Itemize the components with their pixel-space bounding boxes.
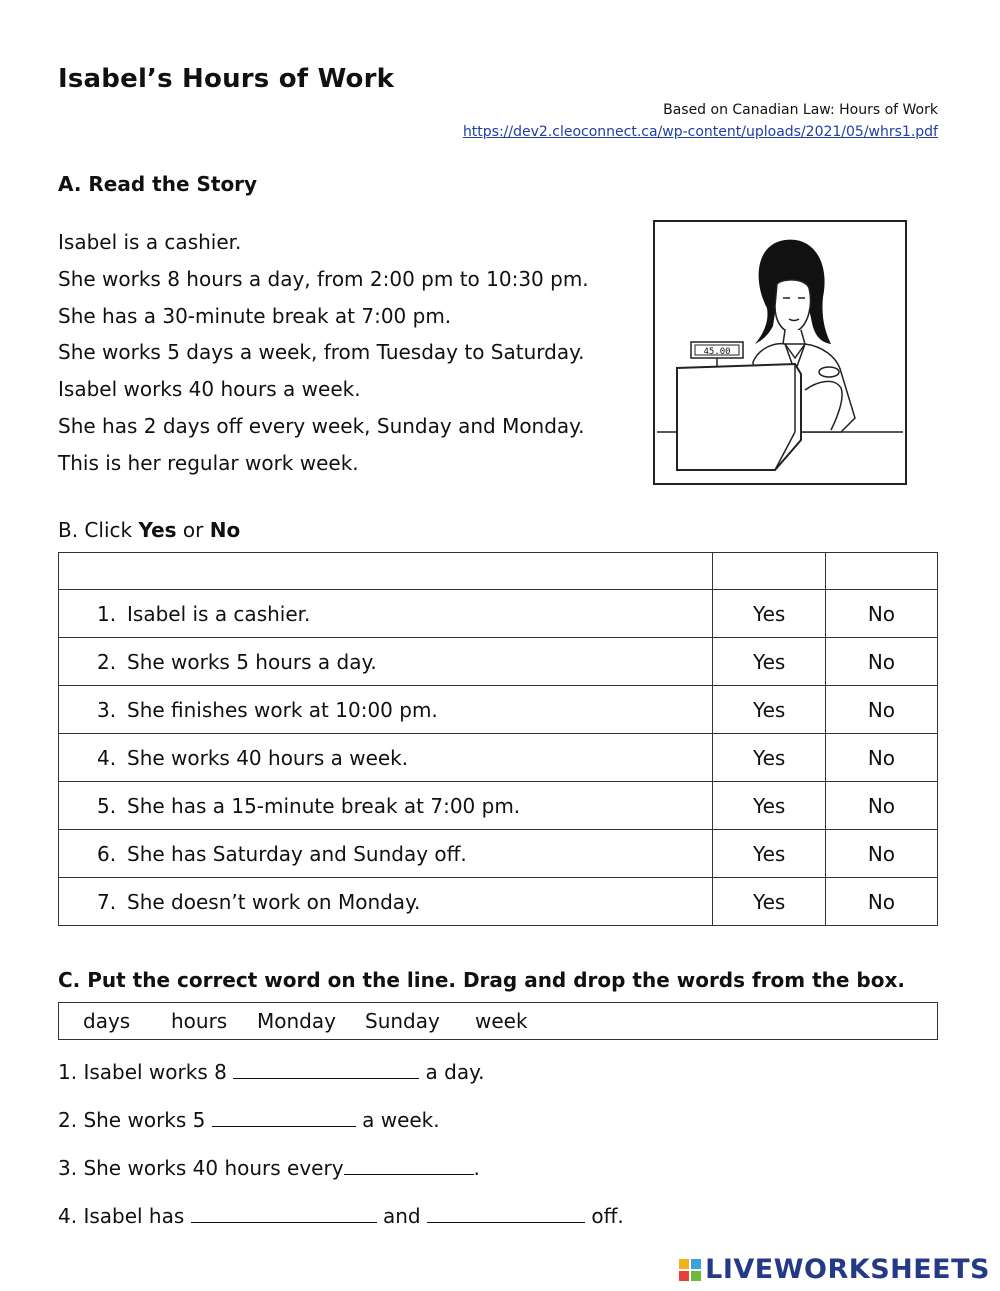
register-amount: 45.00 xyxy=(703,347,731,357)
word-days[interactable]: days xyxy=(83,1009,131,1033)
answer-blank[interactable] xyxy=(233,1058,419,1079)
fill-sentence-1 xyxy=(58,1058,484,1084)
question-text: She has Saturday and Sunday off. xyxy=(127,841,467,866)
fill-sentence-3 xyxy=(58,1154,480,1180)
story-line: Isabel is a cashier. xyxy=(58,230,242,254)
fill-sentence-2 xyxy=(58,1106,440,1132)
table-row xyxy=(59,734,938,782)
sentence-text: 2. She works 5 xyxy=(58,1108,212,1132)
answer-blank[interactable] xyxy=(344,1154,474,1175)
question-number: 5. xyxy=(97,793,117,818)
yes-no-table xyxy=(58,552,938,926)
question-text: Isabel is a cashier. xyxy=(127,601,311,626)
sentence-text: and xyxy=(376,1204,427,1228)
table-header-row xyxy=(59,553,938,590)
question-text: She works 40 hours a week. xyxy=(127,745,409,770)
or-word: or xyxy=(176,518,210,542)
logo-square xyxy=(679,1259,689,1269)
question-text: She doesn’t work on Monday. xyxy=(127,889,421,914)
coin-shape xyxy=(819,367,839,377)
question-number: 2. xyxy=(97,649,117,674)
logo-square xyxy=(679,1271,689,1281)
answer-blank[interactable] xyxy=(191,1202,377,1223)
section-b-prefix: B. Click xyxy=(58,518,139,542)
table-row xyxy=(59,638,938,686)
table-row xyxy=(59,590,938,638)
word-week[interactable]: week xyxy=(475,1009,528,1033)
face-shape xyxy=(775,280,810,332)
word-bank xyxy=(58,1002,938,1040)
answer-blank[interactable] xyxy=(212,1106,356,1127)
sentence-text: . xyxy=(473,1156,480,1180)
question-text: She has a 15-minute break at 7:00 pm. xyxy=(127,793,521,818)
story-text xyxy=(58,224,589,482)
no-option[interactable]: No xyxy=(825,782,937,830)
no-option[interactable]: No xyxy=(825,734,937,782)
register-box xyxy=(677,364,801,470)
sentence-text: a day. xyxy=(419,1060,485,1084)
story-line: She has 2 days off every week, Sunday and Monday. xyxy=(58,413,585,438)
word-hours[interactable]: hours xyxy=(171,1009,228,1033)
sentence-text: a week. xyxy=(355,1108,440,1132)
yes-option[interactable]: Yes xyxy=(713,734,825,782)
section-b-heading xyxy=(58,518,240,542)
yes-option[interactable]: Yes xyxy=(713,830,825,878)
yes-option[interactable]: Yes xyxy=(713,686,825,734)
no-option[interactable]: No xyxy=(825,590,937,638)
no-option[interactable]: No xyxy=(825,686,937,734)
section-a-heading: A. Read the Story xyxy=(58,172,258,196)
table-row xyxy=(59,830,938,878)
liveworksheets-logo xyxy=(679,1254,990,1285)
section-c-heading: C. Put the correct word on the line. Drag and drop the words from the box. xyxy=(58,968,905,992)
story-line: Isabel works 40 hours a week. xyxy=(58,377,361,402)
answer-blank[interactable] xyxy=(427,1202,585,1223)
cashier-illustration xyxy=(653,220,907,485)
fill-sentence-4 xyxy=(58,1202,624,1228)
story-line: She has a 30-minute break at 7:00 pm. xyxy=(58,303,452,328)
logo-mark-icon xyxy=(679,1259,701,1281)
no-option[interactable]: No xyxy=(825,638,937,686)
yes-option[interactable]: Yes xyxy=(713,590,825,638)
question-number: 4. xyxy=(97,745,117,770)
table-row xyxy=(59,686,938,734)
question-number: 7. xyxy=(97,889,117,914)
table-row xyxy=(59,782,938,830)
word-monday[interactable]: Monday xyxy=(257,1009,336,1033)
question-text: She works 5 hours a day. xyxy=(127,649,377,674)
yes-option[interactable]: Yes xyxy=(713,878,825,926)
logo-text: LIVEWORKSHEETS xyxy=(705,1254,990,1285)
sentence-text: 4. Isabel has xyxy=(58,1204,191,1228)
logo-square xyxy=(691,1271,701,1281)
story-line: She works 8 hours a day, from 2:00 pm to 10:30 pm. xyxy=(58,266,589,291)
sentence-text: 1. Isabel works 8 xyxy=(58,1060,234,1084)
yes-option[interactable]: Yes xyxy=(713,638,825,686)
story-line: This is her regular work week. xyxy=(58,450,359,475)
cashier-drawing xyxy=(655,222,905,483)
no-word: No xyxy=(209,518,241,542)
story-line: She works 5 days a week, from Tuesday to Saturday. xyxy=(58,340,585,365)
word-sunday[interactable]: Sunday xyxy=(365,1009,440,1033)
source-link[interactable]: https://dev2.cleoconnect.ca/wp-content/uploads/2021/05/whrs1.pdf xyxy=(462,124,938,140)
question-number: 1. xyxy=(97,601,117,626)
sentence-text: off. xyxy=(584,1204,624,1228)
no-option[interactable]: No xyxy=(825,830,937,878)
table-row xyxy=(59,878,938,926)
question-text: She finishes work at 10:00 pm. xyxy=(127,697,438,722)
question-number: 6. xyxy=(97,841,117,866)
logo-square xyxy=(691,1259,701,1269)
yes-option[interactable]: Yes xyxy=(713,782,825,830)
question-number: 3. xyxy=(97,697,117,722)
sentence-text: 3. She works 40 hours every xyxy=(58,1156,344,1180)
yes-word: Yes xyxy=(138,518,177,542)
page-title: Isabel’s Hours of Work xyxy=(58,64,395,94)
no-option[interactable]: No xyxy=(825,878,937,926)
source-note: Based on Canadian Law: Hours of Work xyxy=(663,102,938,118)
